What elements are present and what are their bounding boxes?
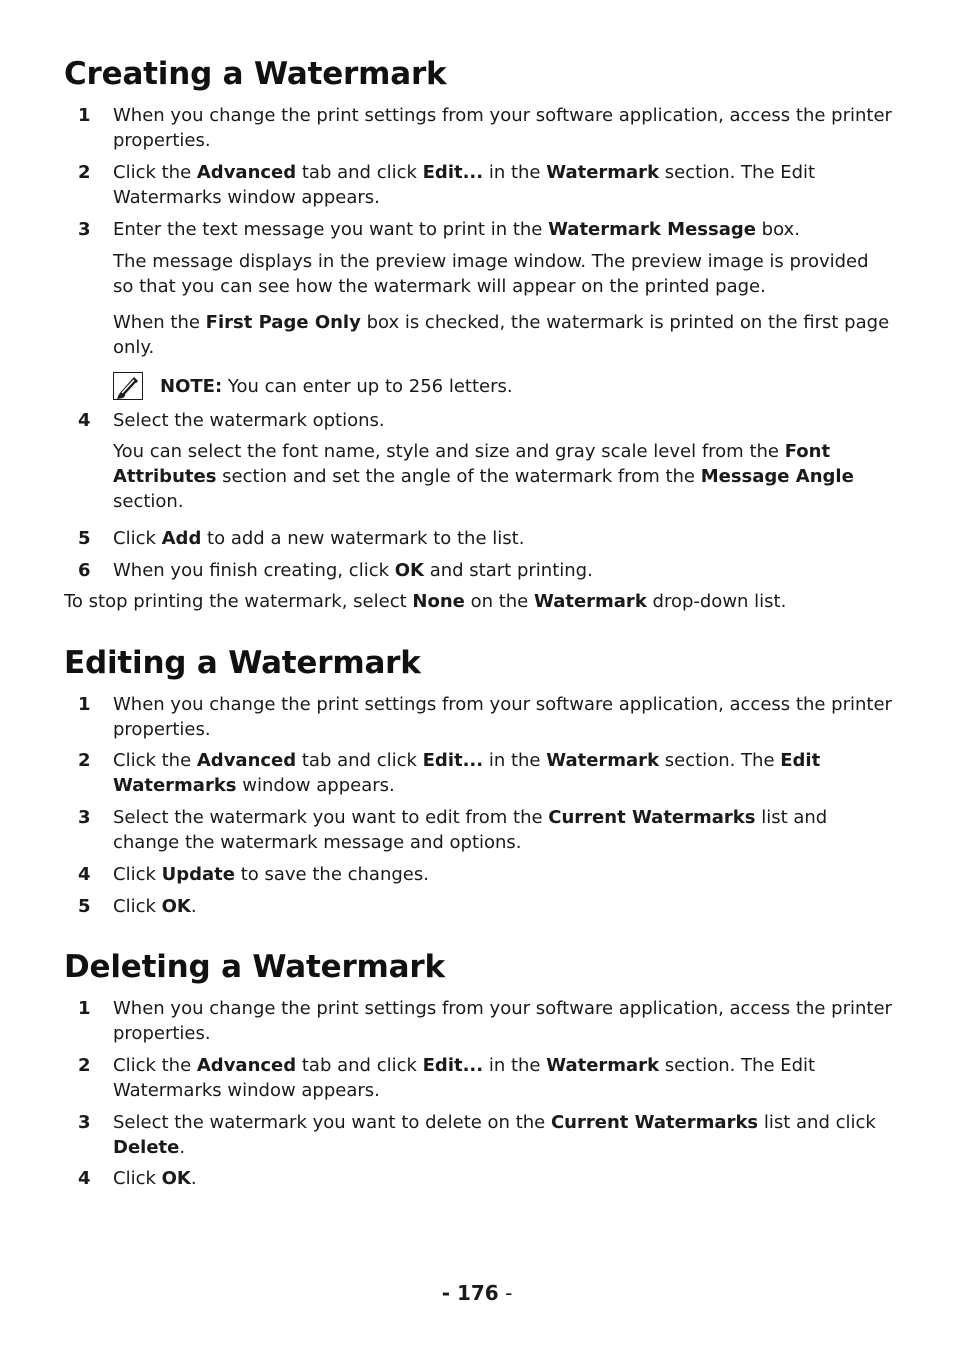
step-text: Click Update to save the changes. [113, 864, 429, 885]
step-text: Click the Advanced tab and click Edit... in the Watermark section. The Edit Watermarks window appears. [113, 1055, 816, 1101]
step-number: 3 [78, 1112, 91, 1133]
step-number: 4 [78, 864, 91, 885]
step-text: Click Add to add a new watermark to the list. [113, 528, 525, 549]
step-text: Select the watermark options. [113, 410, 385, 431]
step-text: Click the Advanced tab and click Edit... in the Watermark section. The Edit Watermarks window appears. [113, 750, 821, 796]
note-pencil-icon [113, 372, 143, 400]
step-number: 1 [78, 998, 91, 1019]
step-text: Enter the text message you want to print in the Watermark Message box. [113, 219, 800, 240]
step-number: 2 [78, 162, 91, 183]
step-detail: The message displays in the preview image window. The preview image is provided so that you can see how the watermark will appear on the printed page. [113, 251, 869, 297]
section-title-deleting: Deleting a Watermark [64, 949, 445, 985]
step-text: Select the watermark you want to edit from the Current Watermarks list and change the watermark message and options. [113, 807, 828, 853]
step-text: Click OK. [113, 1168, 197, 1189]
step-number: 1 [78, 105, 91, 126]
step-text: Select the watermark you want to delete on the Current Watermarks list and click Delete. [113, 1112, 876, 1158]
step-number: 5 [78, 896, 91, 917]
page-number: - 176 - [441, 1281, 513, 1305]
section-title-creating: Creating a Watermark [64, 56, 447, 92]
step-number: 4 [78, 1168, 91, 1189]
step-text: When you change the print settings from your software application, access the printer properties. [113, 694, 892, 740]
step-detail: You can select the font name, style and size and gray scale level from the Font Attributes section and set the angle of the watermark from the Message Angle section. [113, 441, 854, 512]
step-detail: When the First Page Only box is checked, the watermark is printed on the first page only. [113, 312, 890, 358]
note-text: NOTE: You can enter up to 256 letters. [160, 376, 513, 397]
step-number: 3 [78, 219, 91, 240]
step-number: 2 [78, 1055, 91, 1076]
step-number: 6 [78, 560, 91, 581]
step-number: 4 [78, 410, 91, 431]
step-number: 5 [78, 528, 91, 549]
step-number: 1 [78, 694, 91, 715]
step-text: Click OK. [113, 896, 197, 917]
step-number: 2 [78, 750, 91, 771]
step-text: When you finish creating, click OK and start printing. [113, 560, 593, 581]
step-text: When you change the print settings from your software application, access the printer properties. [113, 998, 892, 1044]
step-text: When you change the print settings from your software application, access the printer properties. [113, 105, 892, 151]
step-text: Click the Advanced tab and click Edit... in the Watermark section. The Edit Watermarks window appears. [113, 162, 816, 208]
section-title-editing: Editing a Watermark [64, 645, 421, 681]
closing-paragraph: To stop printing the watermark, select None on the Watermark drop-down list. [64, 591, 787, 612]
step-number: 3 [78, 807, 91, 828]
